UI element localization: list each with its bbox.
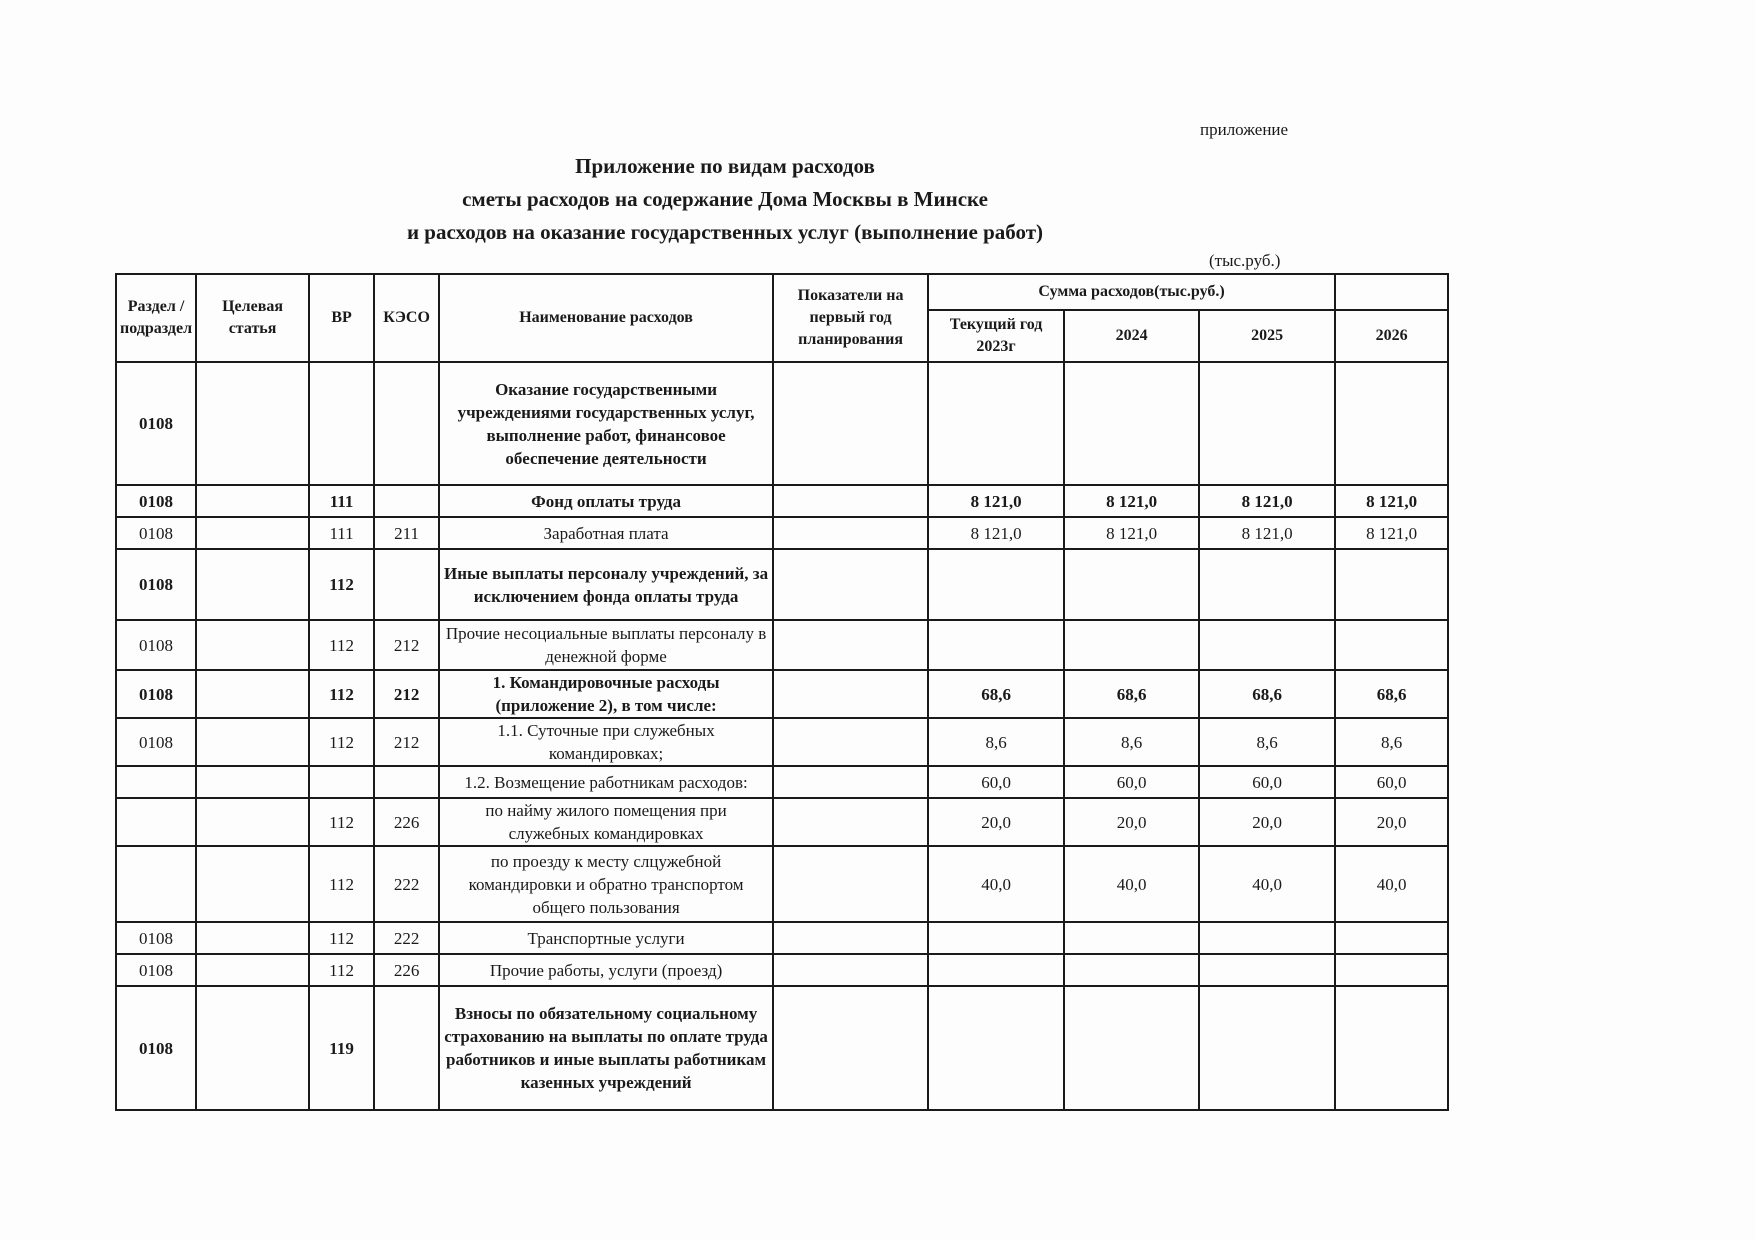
cell-year-2026 bbox=[1335, 986, 1448, 1110]
cell-keso bbox=[374, 766, 439, 798]
table-row bbox=[116, 766, 1448, 798]
cell-vr: 112 bbox=[309, 670, 374, 718]
cell-keso: 212 bbox=[374, 718, 439, 766]
cell-year-2025: 40,0 bbox=[1199, 846, 1335, 922]
table-row bbox=[116, 846, 1448, 922]
cell-year-2025 bbox=[1199, 620, 1335, 670]
table-row bbox=[116, 954, 1448, 986]
cell-vr: 119 bbox=[309, 986, 374, 1110]
cell-indicators bbox=[773, 846, 928, 922]
title-line-3: и расходов на оказание государственных услуг (выполнение работ) bbox=[406, 220, 1044, 244]
cell-target-article bbox=[196, 670, 309, 718]
cell-current-year bbox=[928, 954, 1064, 986]
cell-year-2026: 40,0 bbox=[1335, 846, 1448, 922]
cell-target-article bbox=[196, 718, 309, 766]
header-expense-name: Наименование расходов bbox=[439, 274, 773, 362]
cell-indicators bbox=[773, 362, 928, 485]
cell-target-article bbox=[196, 485, 309, 517]
cell-year-2025 bbox=[1199, 922, 1335, 954]
header-vr: ВР bbox=[309, 274, 374, 362]
cell-target-article bbox=[196, 798, 309, 846]
header-year-2026: 2026 bbox=[1335, 310, 1448, 362]
cell-current-year: 68,6 bbox=[928, 670, 1064, 718]
cell-target-article bbox=[196, 620, 309, 670]
cell-expense-name: Иные выплаты персоналу учреждений, за исключением фонда оплаты труда bbox=[439, 549, 773, 620]
cell-target-article bbox=[196, 954, 309, 986]
cell-year-2026 bbox=[1335, 954, 1448, 986]
cell-section: 0108 bbox=[116, 718, 196, 766]
cell-year-2025: 20,0 bbox=[1199, 798, 1335, 846]
cell-vr: 112 bbox=[309, 922, 374, 954]
cell-indicators bbox=[773, 798, 928, 846]
table-row bbox=[116, 798, 1448, 846]
cell-target-article bbox=[196, 517, 309, 549]
cell-vr: 111 bbox=[309, 517, 374, 549]
header-indicators: Показатели на первый год планирования bbox=[773, 274, 928, 362]
cell-vr: 112 bbox=[309, 718, 374, 766]
cell-target-article bbox=[196, 846, 309, 922]
cell-keso: 222 bbox=[374, 922, 439, 954]
cell-keso bbox=[374, 549, 439, 620]
cell-vr: 112 bbox=[309, 954, 374, 986]
cell-target-article bbox=[196, 986, 309, 1110]
cell-current-year: 40,0 bbox=[928, 846, 1064, 922]
cell-current-year bbox=[928, 986, 1064, 1110]
cell-year-2025 bbox=[1199, 954, 1335, 986]
cell-section: 0108 bbox=[116, 517, 196, 549]
cell-year-2024: 8,6 bbox=[1064, 718, 1199, 766]
table-row bbox=[116, 718, 1448, 766]
title-line-1: Приложение по видам расходов bbox=[575, 154, 875, 178]
cell-year-2025 bbox=[1199, 986, 1335, 1110]
cell-year-2026 bbox=[1335, 362, 1448, 485]
cell-vr bbox=[309, 362, 374, 485]
cell-vr: 112 bbox=[309, 549, 374, 620]
cell-year-2026 bbox=[1335, 620, 1448, 670]
cell-indicators bbox=[773, 485, 928, 517]
cell-expense-name: по проезду к месту слцужебной командировки и обратно транспортом общего пользования bbox=[439, 846, 773, 922]
cell-indicators bbox=[773, 620, 928, 670]
cell-section: 0108 bbox=[116, 670, 196, 718]
cell-expense-name: Прочие работы, услуги (проезд) bbox=[439, 954, 773, 986]
cell-expense-name: 1.2. Возмещение работникам расходов: bbox=[439, 766, 773, 798]
cell-target-article bbox=[196, 922, 309, 954]
cell-year-2026 bbox=[1335, 922, 1448, 954]
cell-expense-name: Прочие несоциальные выплаты персоналу в денежной форме bbox=[439, 620, 773, 670]
header-empty-cell bbox=[1335, 274, 1448, 310]
cell-current-year: 20,0 bbox=[928, 798, 1064, 846]
cell-expense-name: Заработная плата bbox=[439, 517, 773, 549]
cell-expense-name: Оказание государственными учреждениями государственных услуг, выполнение работ, финансовое обеспечение деятельности bbox=[439, 362, 773, 485]
cell-current-year bbox=[928, 620, 1064, 670]
cell-section: 0108 bbox=[116, 549, 196, 620]
cell-vr: 112 bbox=[309, 798, 374, 846]
cell-current-year bbox=[928, 549, 1064, 620]
cell-year-2024 bbox=[1064, 549, 1199, 620]
cell-year-2024 bbox=[1064, 922, 1199, 954]
cell-year-2025: 68,6 bbox=[1199, 670, 1335, 718]
header-sum-group: Сумма расходов(тыс.руб.) bbox=[928, 274, 1335, 310]
table-row bbox=[116, 620, 1448, 670]
cell-section: 0108 bbox=[116, 485, 196, 517]
appendix-label: приложение bbox=[1200, 120, 1289, 139]
header-keso: КЭСО bbox=[374, 274, 439, 362]
table-body bbox=[116, 362, 1448, 1110]
cell-keso: 211 bbox=[374, 517, 439, 549]
cell-year-2025: 60,0 bbox=[1199, 766, 1335, 798]
cell-year-2024: 8 121,0 bbox=[1064, 485, 1199, 517]
cell-expense-name: по найму жилого помещения при служебных командировках bbox=[439, 798, 773, 846]
cell-section bbox=[116, 766, 196, 798]
cell-year-2025: 8 121,0 bbox=[1199, 517, 1335, 549]
cell-target-article bbox=[196, 362, 309, 485]
header-section: Раздел /подраздел bbox=[116, 274, 196, 362]
cell-keso bbox=[374, 986, 439, 1110]
cell-year-2025 bbox=[1199, 549, 1335, 620]
cell-section: 0108 bbox=[116, 362, 196, 485]
cell-section: 0108 bbox=[116, 922, 196, 954]
cell-keso: 222 bbox=[374, 846, 439, 922]
cell-indicators bbox=[773, 549, 928, 620]
cell-keso: 212 bbox=[374, 620, 439, 670]
cell-target-article bbox=[196, 766, 309, 798]
table-row bbox=[116, 517, 1448, 549]
cell-year-2026: 8 121,0 bbox=[1335, 517, 1448, 549]
cell-keso: 226 bbox=[374, 954, 439, 986]
cell-year-2024: 68,6 bbox=[1064, 670, 1199, 718]
cell-year-2024 bbox=[1064, 362, 1199, 485]
cell-expense-name: Транспортные услуги bbox=[439, 922, 773, 954]
header-year-2025: 2025 bbox=[1199, 310, 1335, 362]
cell-current-year: 8,6 bbox=[928, 718, 1064, 766]
cell-year-2026: 8,6 bbox=[1335, 718, 1448, 766]
table-row bbox=[116, 986, 1448, 1110]
cell-indicators bbox=[773, 986, 928, 1110]
expenses-table bbox=[115, 273, 1449, 1111]
cell-vr: 112 bbox=[309, 620, 374, 670]
cell-year-2024 bbox=[1064, 954, 1199, 986]
title-line-2: сметы расходов на содержание Дома Москвы в Минске bbox=[462, 187, 988, 211]
cell-year-2026: 68,6 bbox=[1335, 670, 1448, 718]
cell-current-year bbox=[928, 922, 1064, 954]
cell-expense-name: Фонд оплаты труда bbox=[439, 485, 773, 517]
cell-year-2025: 8,6 bbox=[1199, 718, 1335, 766]
table-row bbox=[116, 485, 1448, 517]
cell-current-year bbox=[928, 362, 1064, 485]
cell-keso: 212 bbox=[374, 670, 439, 718]
cell-expense-name: 1.1. Суточные при служебных командировках; bbox=[439, 718, 773, 766]
cell-year-2026 bbox=[1335, 549, 1448, 620]
cell-year-2026: 8 121,0 bbox=[1335, 485, 1448, 517]
table-row bbox=[116, 670, 1448, 718]
cell-indicators bbox=[773, 718, 928, 766]
cell-year-2026: 20,0 bbox=[1335, 798, 1448, 846]
cell-section: 0108 bbox=[116, 986, 196, 1110]
table-row bbox=[116, 549, 1448, 620]
cell-section bbox=[116, 798, 196, 846]
cell-target-article bbox=[196, 549, 309, 620]
cell-year-2024: 8 121,0 bbox=[1064, 517, 1199, 549]
cell-year-2024 bbox=[1064, 986, 1199, 1110]
cell-indicators bbox=[773, 954, 928, 986]
cell-vr bbox=[309, 766, 374, 798]
cell-year-2025 bbox=[1199, 362, 1335, 485]
cell-expense-name: Взносы по обязательному социальному страхованию на выплаты по оплате труда работников и иные выплаты работникам казенных учреждений bbox=[439, 986, 773, 1110]
header-current-year: Текущий год 2023г bbox=[928, 310, 1064, 362]
cell-keso bbox=[374, 362, 439, 485]
header-target-article: Целевая статья bbox=[196, 274, 309, 362]
cell-vr: 112 bbox=[309, 846, 374, 922]
cell-year-2024: 60,0 bbox=[1064, 766, 1199, 798]
table-row bbox=[116, 922, 1448, 954]
cell-indicators bbox=[773, 766, 928, 798]
cell-indicators bbox=[773, 517, 928, 549]
table-row bbox=[116, 362, 1448, 485]
units-note: (тыс.руб.) bbox=[1209, 251, 1281, 270]
cell-year-2024: 40,0 bbox=[1064, 846, 1199, 922]
cell-keso bbox=[374, 485, 439, 517]
cell-vr: 111 bbox=[309, 485, 374, 517]
cell-indicators bbox=[773, 670, 928, 718]
cell-year-2024 bbox=[1064, 620, 1199, 670]
cell-current-year: 60,0 bbox=[928, 766, 1064, 798]
cell-keso: 226 bbox=[374, 798, 439, 846]
cell-year-2025: 8 121,0 bbox=[1199, 485, 1335, 517]
cell-year-2024: 20,0 bbox=[1064, 798, 1199, 846]
header-year-2024: 2024 bbox=[1064, 310, 1199, 362]
document-title bbox=[300, 150, 1150, 249]
cell-section: 0108 bbox=[116, 620, 196, 670]
cell-section: 0108 bbox=[116, 954, 196, 986]
cell-current-year: 8 121,0 bbox=[928, 517, 1064, 549]
cell-year-2026: 60,0 bbox=[1335, 766, 1448, 798]
cell-expense-name: 1. Командировочные расходы (приложение 2), в том числе: bbox=[439, 670, 773, 718]
cell-current-year: 8 121,0 bbox=[928, 485, 1064, 517]
cell-section bbox=[116, 846, 196, 922]
cell-indicators bbox=[773, 922, 928, 954]
